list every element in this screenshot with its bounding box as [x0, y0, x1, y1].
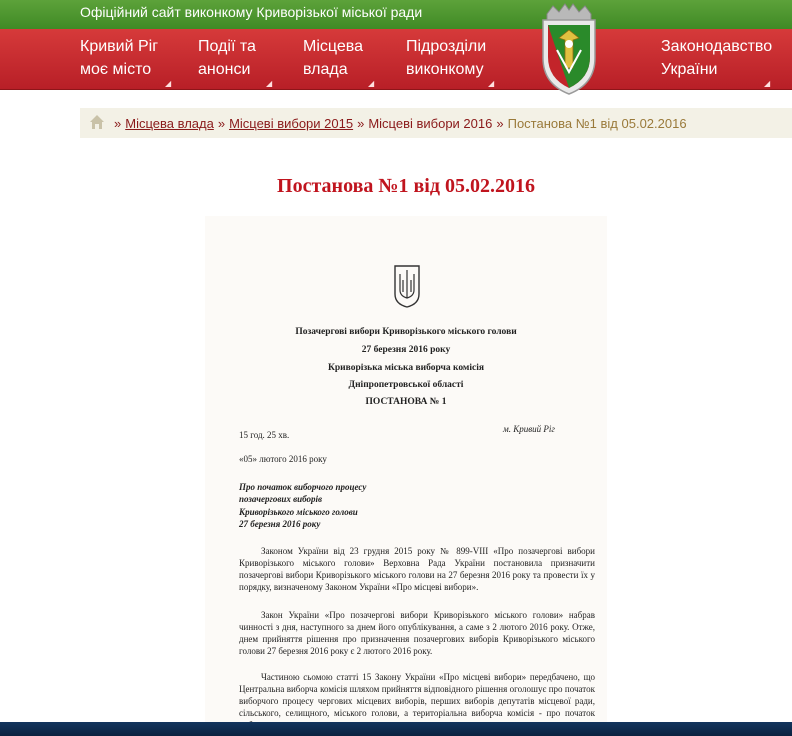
doc-header-line: ПОСТАНОВА № 1	[365, 397, 447, 407]
coat-of-arms-icon	[393, 264, 421, 308]
doc-subject-line: 27 березня 2016 року	[239, 519, 321, 529]
nav-item-label: Події та	[198, 38, 256, 55]
nav-item-label: Підрозділи	[406, 38, 487, 55]
doc-subject-line: Про початок виборчого процесу	[239, 482, 367, 492]
doc-header-line: Дніпропетровської області	[348, 380, 464, 390]
corner-arrow-icon: ◢	[488, 79, 495, 88]
nav-item-label: моє місто	[80, 61, 152, 78]
breadcrumb-current: Постанова №1 від 05.02.2016	[507, 116, 687, 131]
nav-item-departments[interactable]	[406, 35, 486, 81]
city-emblem-icon[interactable]	[537, 0, 601, 96]
bottom-bar	[0, 722, 792, 736]
breadcrumb-separator: »	[357, 116, 365, 131]
nav-item-legislation[interactable]	[661, 35, 772, 81]
doc-date: «05» лютого 2016 року	[239, 454, 327, 464]
breadcrumb-separator: »	[114, 116, 122, 131]
breadcrumb-link-elections-2015[interactable]: Місцеві вибори 2015	[229, 116, 354, 131]
site-title[interactable]: Офіційний сайт виконкому Криворізької міської ради	[80, 4, 423, 20]
nav-item-kryvyi-rih[interactable]	[80, 35, 158, 81]
doc-header-line: Позачергові вибори Криворізького міського голови	[295, 327, 517, 337]
top-bar	[0, 0, 792, 29]
corner-arrow-icon: ◢	[368, 79, 375, 88]
doc-paragraph: Закон України «Про позачергові вибори Криворізького міського голови» набрав чинності з дня, наступного за днем його опублікування, а саме з 2 лютого 2016 року. Отже, днем прийняття рішення про призначення позачергових виборів Криворізького міського голови 27 березня 2016 року є 2 лютого 2016 року.	[239, 610, 595, 656]
doc-header-line: 27 березня 2016 року	[361, 345, 451, 355]
nav-item-label: Законодавство	[661, 38, 773, 55]
doc-city: м. Кривий Ріг	[503, 424, 555, 434]
doc-subject-line: позачергових виборів	[239, 494, 323, 504]
nav-item-label: влада	[303, 61, 348, 78]
nav-item-label: Місцева	[303, 38, 363, 55]
home-icon[interactable]	[89, 114, 105, 130]
nav-item-label: виконкому	[406, 61, 484, 78]
nav-item-local-government[interactable]	[303, 35, 363, 81]
breadcrumb-link-local-government[interactable]: Місцева влада	[125, 116, 214, 131]
doc-time: 15 год. 25 хв.	[239, 430, 290, 440]
breadcrumb-link-elections-2016[interactable]: Місцеві вибори 2016	[368, 116, 493, 131]
breadcrumb-separator: »	[496, 116, 504, 131]
doc-paragraph: Частиною сьомою статті 15 Закону України «Про місцеві вибори» передбачено, що Центральна виборча комісія шляхом прийняття відповідного рішення оголошує про початок виборчого процесу чергових місцевих виборів, перших виборів депутатів місцевої ради, сільського, селищного, міського голови, а територіальна виборча комісія - про початок	[239, 672, 595, 718]
document-scan	[205, 216, 607, 736]
nav-item-label: Кривий Ріг	[80, 38, 159, 55]
doc-paragraph: Законом України від 23 грудня 2015 року № 899-VIII «Про позачергові вибори Криворізького міського голови» Верховна Рада України постановила призначити позачергові вибори Криворізького міського голови на 27 березня 2016 року та провести їх у порядку, визначеному Законом України «Про місцеві вибори».	[239, 546, 595, 592]
breadcrumb-separator: »	[217, 116, 226, 131]
doc-subject-line: Криворізького міського голови	[239, 507, 358, 517]
breadcrumb	[80, 108, 792, 138]
doc-header-line: Криворізька міська виборча комісія	[327, 363, 485, 373]
nav-item-events[interactable]	[198, 35, 256, 81]
corner-arrow-icon: ◢	[764, 79, 771, 88]
main-nav	[0, 29, 792, 90]
nav-item-label: України	[661, 61, 718, 78]
corner-arrow-icon: ◢	[165, 79, 172, 88]
nav-item-label: анонси	[198, 61, 251, 78]
corner-arrow-icon: ◢	[266, 79, 273, 88]
page-title: Постанова №1 від 05.02.2016	[277, 175, 535, 197]
